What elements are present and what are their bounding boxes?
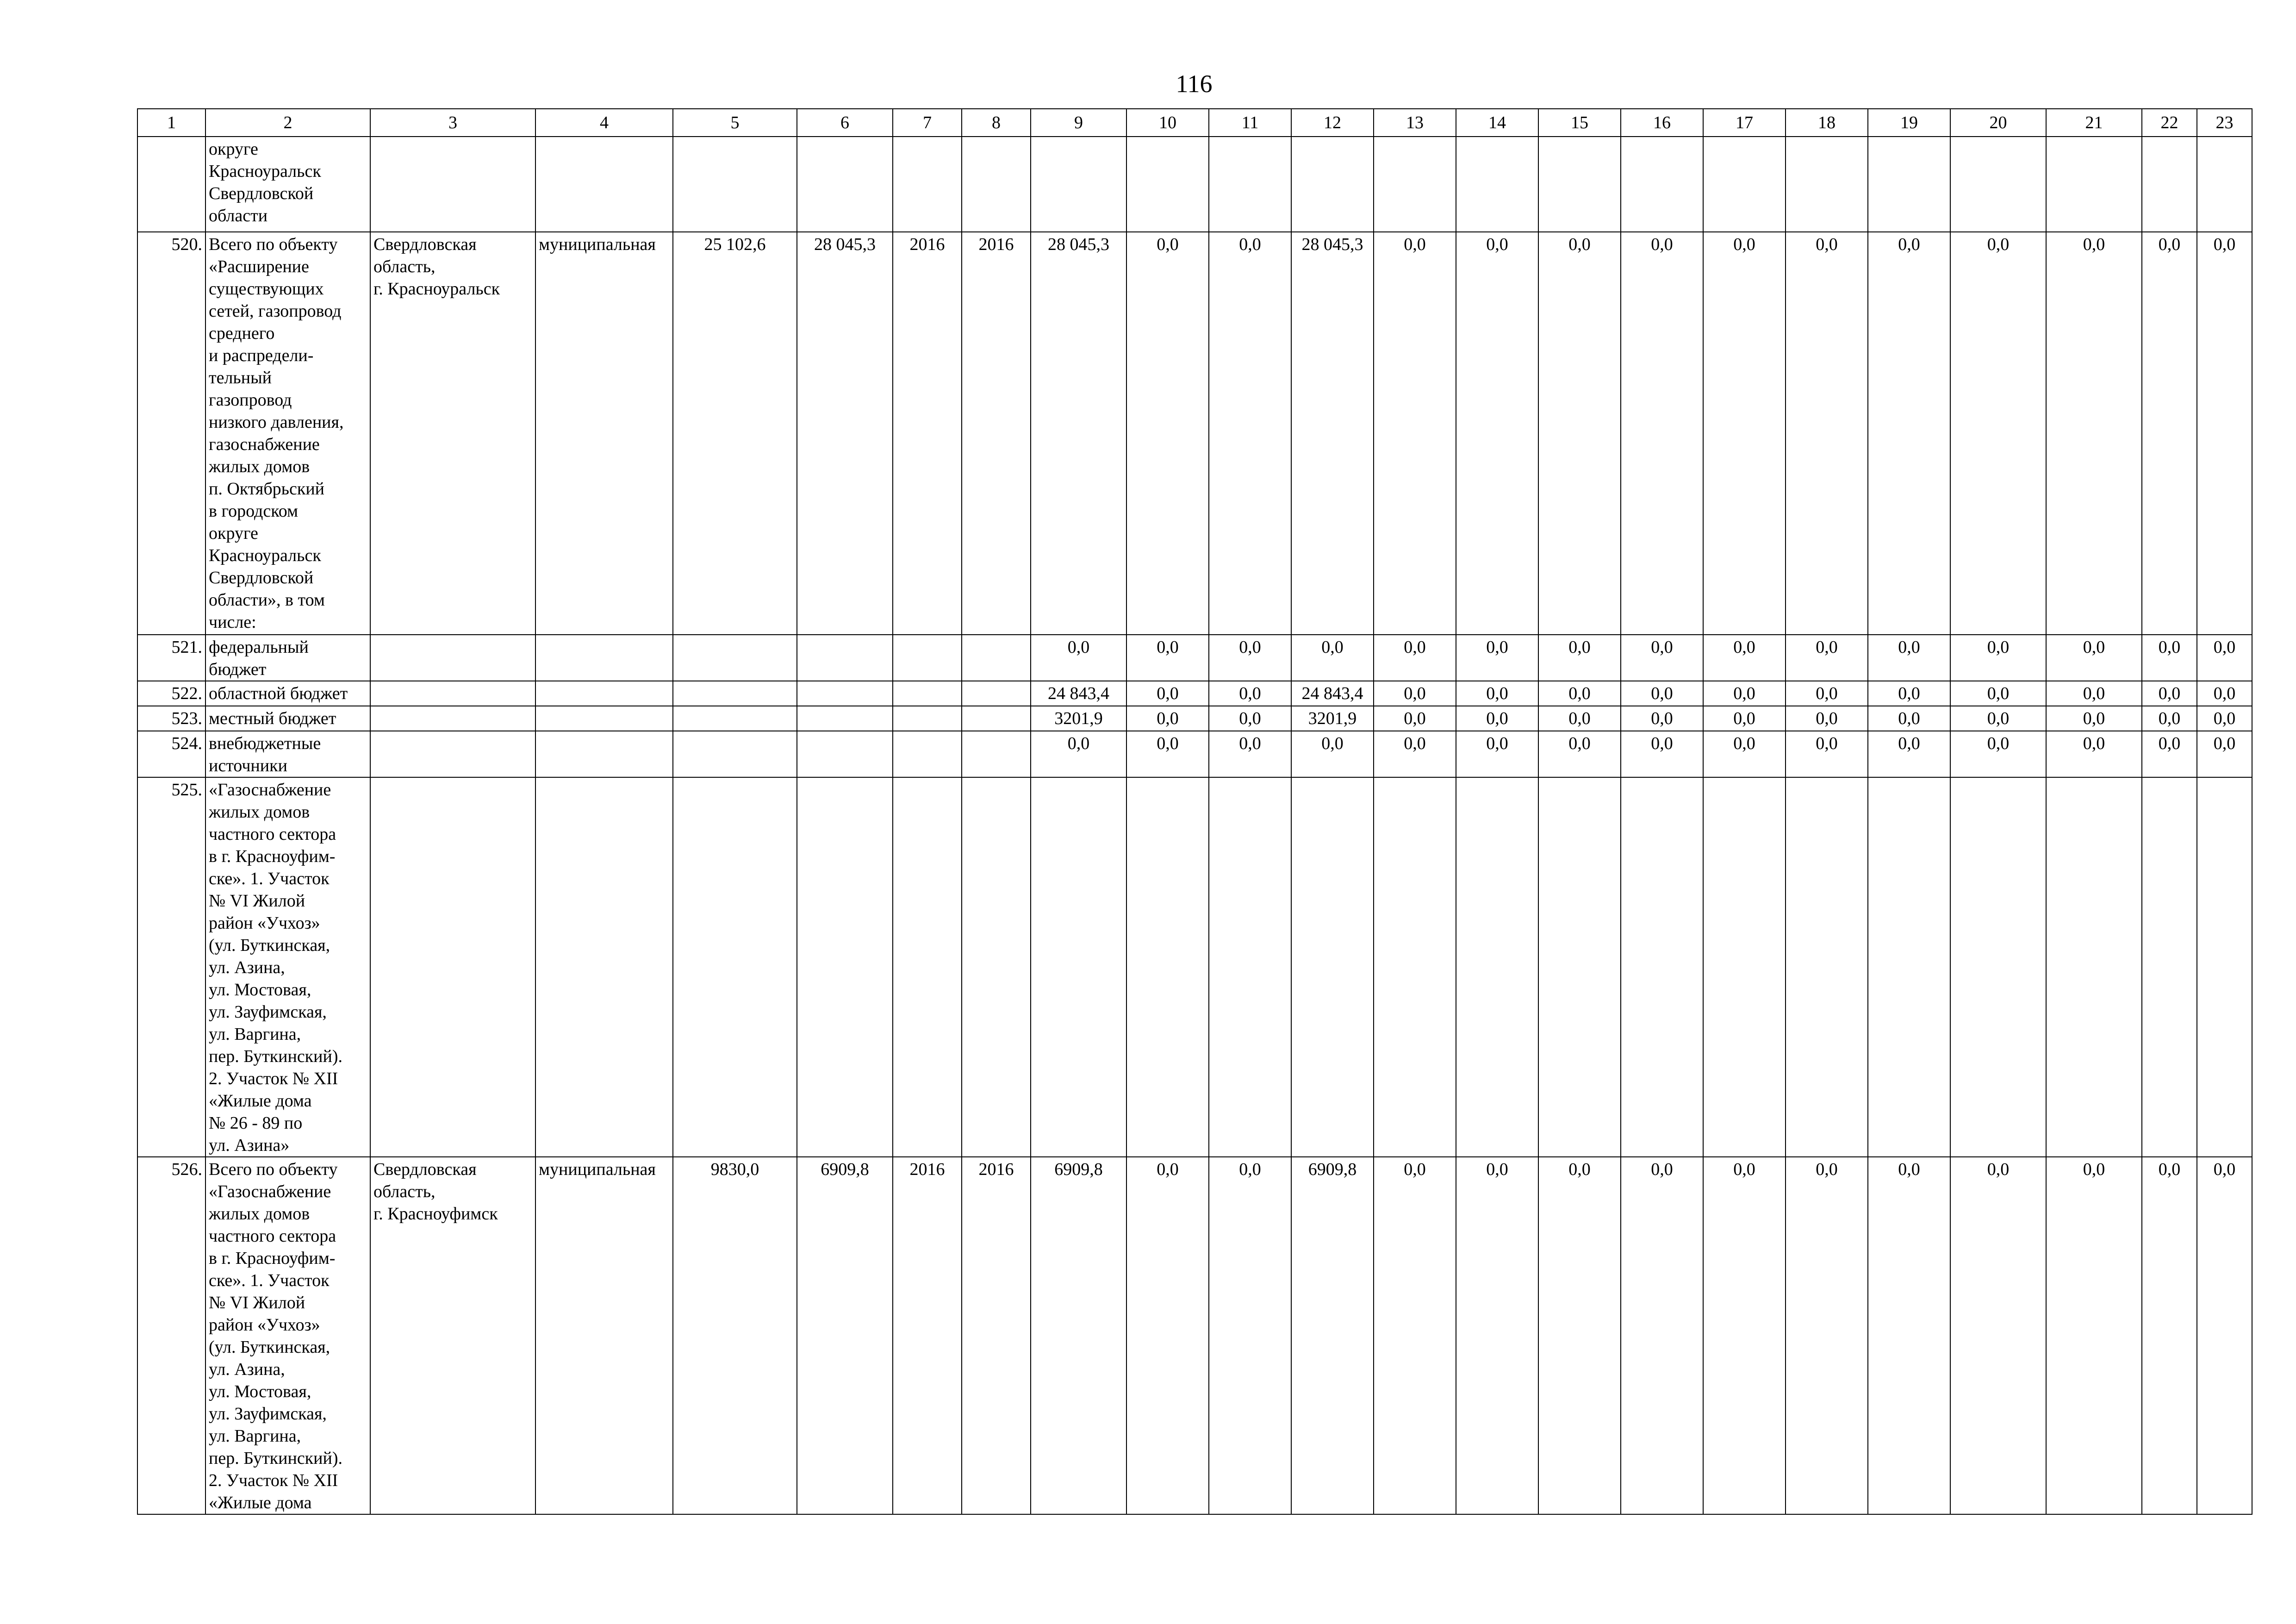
- value-cell: 6909,8: [1031, 1157, 1126, 1514]
- object-name-cell: округе Красноуральск Свердловской области: [205, 137, 370, 232]
- value-cell: 0,0: [2142, 731, 2197, 777]
- value-cell: 0,0: [1703, 706, 1786, 731]
- value-cell: 0,0: [1703, 731, 1786, 777]
- value-cell: 0,0: [1621, 706, 1703, 731]
- value-cell: 0,0: [1950, 681, 2046, 706]
- value-cell: 0,0: [1209, 232, 1291, 635]
- value-cell: [1621, 777, 1703, 1157]
- value-cell: 0,0: [1538, 635, 1621, 681]
- value-cell: [1291, 137, 1374, 232]
- end-year-cell: [962, 681, 1031, 706]
- value-cell: 28 045,3: [1031, 232, 1126, 635]
- value-cell: [1703, 777, 1786, 1157]
- value-cell: [1126, 777, 1209, 1157]
- column-number-cell: 16: [1621, 109, 1703, 137]
- value-cell: [1291, 777, 1374, 1157]
- start-year-cell: 2016: [893, 1157, 962, 1514]
- ownership-cell: [535, 731, 673, 777]
- end-year-cell: 2016: [962, 232, 1031, 635]
- object-name-cell: «Газоснабжение жилых домов частного сектора в г. Красноуфим- ске». 1. Участок № VI Жилой район «Учхоз» (ул. Буткинская, ул. Азина, ул. Мостовая, ул. Зауфимская, ул. Варгина, пер. Буткинский). 2. Участок № XII «Жилые дома № 26 - 89 по ул. Азина»: [205, 777, 370, 1157]
- column-number-cell: 1: [137, 109, 205, 137]
- value-cell: 0,0: [1126, 731, 1209, 777]
- value-cell: 0,0: [2142, 681, 2197, 706]
- value-cell: [1950, 777, 2046, 1157]
- location-cell: Свердловская область, г. Красноуфимск: [370, 1157, 535, 1514]
- row-number-cell: 525.: [137, 777, 205, 1157]
- value-cell: 0,0: [1950, 1157, 2046, 1514]
- start-year-cell: [893, 706, 962, 731]
- value-cell: 6909,8: [1291, 1157, 1374, 1514]
- value-cell: 0,0: [1031, 731, 1126, 777]
- value-cell: 28 045,3: [1291, 232, 1374, 635]
- column-number-row: [137, 109, 2252, 137]
- value-cell: [2197, 777, 2252, 1157]
- value-cell: 0,0: [1209, 635, 1291, 681]
- value-cell: 0,0: [2046, 232, 2142, 635]
- start-year-cell: [893, 137, 962, 232]
- row-number-cell: 521.: [137, 635, 205, 681]
- value-cell: [1868, 777, 1950, 1157]
- value-cell: [1031, 137, 1126, 232]
- value-cell: 0,0: [1621, 232, 1703, 635]
- table-row: [137, 777, 2252, 1157]
- value-cell: [1786, 137, 1868, 232]
- value-cell: 0,0: [1456, 731, 1538, 777]
- ownership-cell: муниципальная: [535, 232, 673, 635]
- value-cell: 0,0: [2197, 1157, 2252, 1514]
- column-number-cell: 8: [962, 109, 1031, 137]
- value-cell: 0,0: [2142, 635, 2197, 681]
- column-number-cell: 12: [1291, 109, 1374, 137]
- location-cell: [370, 777, 535, 1157]
- value-cell: [1209, 137, 1291, 232]
- column-number-cell: 10: [1126, 109, 1209, 137]
- contract-cost-cell: [797, 681, 893, 706]
- value-cell: 0,0: [2197, 731, 2252, 777]
- value-cell: 0,0: [2197, 681, 2252, 706]
- value-cell: [1209, 777, 1291, 1157]
- value-cell: 0,0: [1456, 635, 1538, 681]
- location-cell: [370, 706, 535, 731]
- value-cell: 24 843,4: [1031, 681, 1126, 706]
- column-number-cell: 15: [1538, 109, 1621, 137]
- value-cell: 0,0: [1621, 681, 1703, 706]
- value-cell: [1786, 777, 1868, 1157]
- value-cell: 0,0: [2046, 1157, 2142, 1514]
- column-number-cell: 19: [1868, 109, 1950, 137]
- table-body: [137, 109, 2252, 1514]
- object-name-cell: внебюджетные источники: [205, 731, 370, 777]
- column-number-cell: 13: [1374, 109, 1456, 137]
- value-cell: 0,0: [1786, 681, 1868, 706]
- ownership-cell: [535, 777, 673, 1157]
- value-cell: 3201,9: [1291, 706, 1374, 731]
- start-year-cell: [893, 635, 962, 681]
- value-cell: 0,0: [2197, 232, 2252, 635]
- value-cell: 0,0: [2142, 232, 2197, 635]
- row-number-cell: 523.: [137, 706, 205, 731]
- column-number-cell: 21: [2046, 109, 2142, 137]
- end-year-cell: [962, 731, 1031, 777]
- column-number-cell: 20: [1950, 109, 2046, 137]
- end-year-cell: 2016: [962, 1157, 1031, 1514]
- estimated-cost-cell: [673, 681, 797, 706]
- ownership-cell: муниципальная: [535, 1157, 673, 1514]
- object-name-cell: областной бюджет: [205, 681, 370, 706]
- value-cell: [2197, 137, 2252, 232]
- estimated-cost-cell: [673, 635, 797, 681]
- value-cell: 0,0: [1291, 635, 1374, 681]
- value-cell: [1456, 137, 1538, 232]
- column-number-cell: 14: [1456, 109, 1538, 137]
- location-cell: [370, 137, 535, 232]
- end-year-cell: [962, 635, 1031, 681]
- value-cell: 0,0: [1209, 1157, 1291, 1514]
- value-cell: 0,0: [1456, 706, 1538, 731]
- value-cell: 0,0: [2142, 706, 2197, 731]
- value-cell: [2142, 137, 2197, 232]
- estimated-cost-cell: [673, 706, 797, 731]
- estimated-cost-cell: 9830,0: [673, 1157, 797, 1514]
- value-cell: 0,0: [1126, 681, 1209, 706]
- row-number-cell: [137, 137, 205, 232]
- value-cell: 0,0: [1374, 635, 1456, 681]
- value-cell: 0,0: [1374, 731, 1456, 777]
- value-cell: 0,0: [1126, 635, 1209, 681]
- start-year-cell: 2016: [893, 232, 962, 635]
- value-cell: 0,0: [1868, 635, 1950, 681]
- column-number-cell: 23: [2197, 109, 2252, 137]
- row-number-cell: 524.: [137, 731, 205, 777]
- contract-cost-cell: [797, 706, 893, 731]
- value-cell: 0,0: [1703, 1157, 1786, 1514]
- column-number-cell: 4: [535, 109, 673, 137]
- value-cell: 0,0: [1950, 731, 2046, 777]
- value-cell: [2046, 137, 2142, 232]
- end-year-cell: [962, 137, 1031, 232]
- value-cell: 0,0: [2046, 706, 2142, 731]
- value-cell: 0,0: [1621, 635, 1703, 681]
- value-cell: 0,0: [1538, 232, 1621, 635]
- start-year-cell: [893, 681, 962, 706]
- value-cell: [1703, 137, 1786, 232]
- value-cell: 0,0: [1209, 731, 1291, 777]
- value-cell: 0,0: [2197, 706, 2252, 731]
- column-number-cell: 11: [1209, 109, 1291, 137]
- ownership-cell: [535, 681, 673, 706]
- end-year-cell: [962, 777, 1031, 1157]
- value-cell: [2046, 777, 2142, 1157]
- estimated-cost-cell: [673, 137, 797, 232]
- value-cell: 0,0: [1291, 731, 1374, 777]
- row-number-cell: 526.: [137, 1157, 205, 1514]
- value-cell: 0,0: [1868, 681, 1950, 706]
- estimated-cost-cell: [673, 777, 797, 1157]
- value-cell: 0,0: [1786, 706, 1868, 731]
- location-cell: Свердловская область, г. Красноуральск: [370, 232, 535, 635]
- value-cell: 0,0: [2046, 681, 2142, 706]
- end-year-cell: [962, 706, 1031, 731]
- page-number: 116: [1176, 70, 1213, 98]
- value-cell: [2142, 777, 2197, 1157]
- value-cell: 0,0: [1621, 1157, 1703, 1514]
- row-number-cell: 520.: [137, 232, 205, 635]
- value-cell: 0,0: [1703, 681, 1786, 706]
- contract-cost-cell: [797, 777, 893, 1157]
- contract-cost-cell: 28 045,3: [797, 232, 893, 635]
- value-cell: [1538, 137, 1621, 232]
- value-cell: 0,0: [1950, 635, 2046, 681]
- column-number-cell: 3: [370, 109, 535, 137]
- value-cell: 0,0: [1538, 706, 1621, 731]
- table-row: [137, 137, 2252, 232]
- table-row: [137, 681, 2252, 706]
- column-number-cell: 17: [1703, 109, 1786, 137]
- value-cell: [1374, 777, 1456, 1157]
- value-cell: 0,0: [1374, 232, 1456, 635]
- value-cell: 0,0: [1621, 731, 1703, 777]
- value-cell: 0,0: [2142, 1157, 2197, 1514]
- value-cell: 0,0: [1786, 232, 1868, 635]
- value-cell: 0,0: [1786, 731, 1868, 777]
- value-cell: [1868, 137, 1950, 232]
- object-name-cell: Всего по объекту «Газоснабжение жилых домов частного сектора в г. Красноуфим- ске». 1. Участок № VI Жилой район «Учхоз» (ул. Буткинская, ул. Азина, ул. Мостовая, ул. Зауфимская, ул. Варгина, пер. Буткинский). 2. Участок № XII «Жилые дома: [205, 1157, 370, 1514]
- value-cell: 0,0: [1950, 232, 2046, 635]
- value-cell: 0,0: [1126, 706, 1209, 731]
- object-name-cell: местный бюджет: [205, 706, 370, 731]
- table-row: [137, 731, 2252, 777]
- value-cell: 0,0: [1209, 681, 1291, 706]
- value-cell: 0,0: [1126, 1157, 1209, 1514]
- contract-cost-cell: [797, 731, 893, 777]
- column-number-cell: 2: [205, 109, 370, 137]
- table-row: [137, 706, 2252, 731]
- location-cell: [370, 635, 535, 681]
- column-number-cell: 5: [673, 109, 797, 137]
- value-cell: 0,0: [1538, 731, 1621, 777]
- estimated-cost-cell: 25 102,6: [673, 232, 797, 635]
- value-cell: 0,0: [1703, 635, 1786, 681]
- value-cell: 0,0: [1868, 1157, 1950, 1514]
- location-cell: [370, 731, 535, 777]
- value-cell: 0,0: [2046, 731, 2142, 777]
- value-cell: 0,0: [1031, 635, 1126, 681]
- start-year-cell: [893, 777, 962, 1157]
- contract-cost-cell: [797, 635, 893, 681]
- value-cell: 0,0: [1786, 1157, 1868, 1514]
- value-cell: 0,0: [2046, 635, 2142, 681]
- value-cell: [1031, 777, 1126, 1157]
- value-cell: 0,0: [1786, 635, 1868, 681]
- contract-cost-cell: 6909,8: [797, 1157, 893, 1514]
- value-cell: [1621, 137, 1703, 232]
- value-cell: [1126, 137, 1209, 232]
- row-number-cell: 522.: [137, 681, 205, 706]
- value-cell: 0,0: [1703, 232, 1786, 635]
- column-number-cell: 6: [797, 109, 893, 137]
- table-row: [137, 232, 2252, 635]
- value-cell: 0,0: [1456, 681, 1538, 706]
- value-cell: 3201,9: [1031, 706, 1126, 731]
- ownership-cell: [535, 137, 673, 232]
- value-cell: 0,0: [1126, 232, 1209, 635]
- value-cell: 0,0: [1456, 1157, 1538, 1514]
- start-year-cell: [893, 731, 962, 777]
- value-cell: 0,0: [1868, 731, 1950, 777]
- value-cell: 0,0: [1868, 232, 1950, 635]
- value-cell: 0,0: [1538, 1157, 1621, 1514]
- column-number-cell: 22: [2142, 109, 2197, 137]
- object-name-cell: федеральный бюджет: [205, 635, 370, 681]
- value-cell: [1950, 137, 2046, 232]
- location-cell: [370, 681, 535, 706]
- value-cell: 0,0: [1374, 706, 1456, 731]
- ownership-cell: [535, 706, 673, 731]
- value-cell: [1374, 137, 1456, 232]
- ownership-cell: [535, 635, 673, 681]
- object-name-cell: Всего по объекту «Расширение существующих сетей, газопровод среднего и распредели- тельный газопровод низкого давления, газоснабжение жилых домов п. Октябрьский в городском округе Красноуральск Свердловской области», в том числе:: [205, 232, 370, 635]
- table-row: [137, 1157, 2252, 1514]
- value-cell: 0,0: [1374, 681, 1456, 706]
- value-cell: 0,0: [1950, 706, 2046, 731]
- value-cell: 0,0: [1868, 706, 1950, 731]
- table-row: [137, 635, 2252, 681]
- value-cell: 0,0: [1209, 706, 1291, 731]
- column-number-cell: 7: [893, 109, 962, 137]
- value-cell: 0,0: [2197, 635, 2252, 681]
- column-number-cell: 9: [1031, 109, 1126, 137]
- estimated-cost-cell: [673, 731, 797, 777]
- value-cell: 0,0: [1456, 232, 1538, 635]
- value-cell: 0,0: [1538, 681, 1621, 706]
- value-cell: [1456, 777, 1538, 1157]
- value-cell: 0,0: [1374, 1157, 1456, 1514]
- value-cell: 24 843,4: [1291, 681, 1374, 706]
- column-number-cell: 18: [1786, 109, 1868, 137]
- contract-cost-cell: [797, 137, 893, 232]
- data-table: [137, 108, 2252, 1515]
- value-cell: [1538, 777, 1621, 1157]
